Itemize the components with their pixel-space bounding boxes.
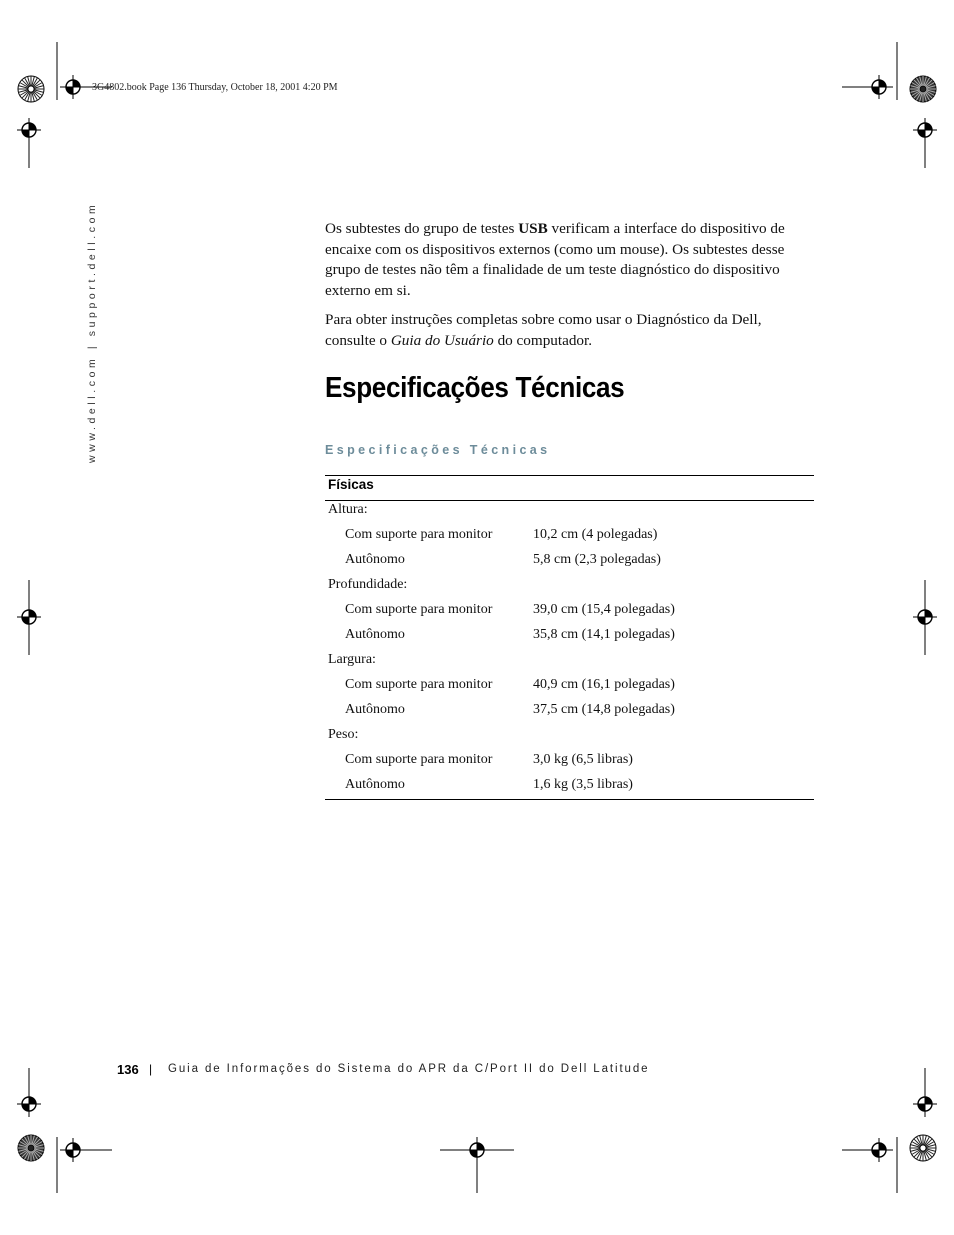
footer-separator: |	[149, 1062, 153, 1076]
instructions-text-1: Para obter instruções completas sobre como usar o Diagnóstico da Dell, consulte o	[325, 311, 762, 349]
row-name: Com suporte para monitor	[345, 752, 493, 767]
row-name: Autônomo	[345, 702, 405, 717]
row-name: Com suporte para monitor	[345, 677, 493, 692]
usb-paragraph-text-1: Os subtestes do grupo de testes	[325, 220, 519, 237]
starburst-center	[920, 86, 926, 92]
user-guide-title: Guia do Usuário	[390, 331, 494, 349]
crosshair-quadrant	[925, 610, 932, 617]
crosshair-quadrant	[66, 1150, 73, 1157]
row-value: 3,0 kg (6,5 libras)	[533, 752, 633, 767]
crosshair-quadrant	[872, 1150, 879, 1157]
instructions-text-2: do computador.	[493, 331, 593, 349]
table-header: Físicas	[328, 477, 374, 492]
group-label-weight: Peso:	[328, 727, 359, 742]
group-label-width: Largura:	[328, 652, 376, 667]
usb-keyword: USB	[518, 220, 548, 237]
row-value: 37,5 cm (14,8 polegadas)	[533, 702, 675, 717]
row-name: Com suporte para monitor	[345, 602, 493, 617]
row-value: 5,8 cm (2,3 polegadas)	[533, 552, 661, 567]
crosshair-quadrant	[925, 123, 932, 130]
page-number: 136	[117, 1062, 139, 1077]
crosshair-quadrant	[925, 1097, 932, 1104]
starburst-center	[28, 86, 34, 92]
usb-paragraph-text-2: verificam a interface do dispositivo de encaixe com os dispositivos externos (como um mouse). Os subtestes desse grupo de testes não têm a finalidade de um teste diagnóstico do dispositivo externo em si.	[325, 220, 785, 299]
row-name: Autônomo	[345, 552, 405, 567]
row-value: 40,9 cm (16,1 polegadas)	[533, 677, 675, 692]
row-value: 39,0 cm (15,4 polegadas)	[533, 602, 675, 617]
crosshair-quadrant	[29, 1097, 36, 1104]
crosshair-quadrant	[22, 130, 29, 137]
crosshair-quadrant	[918, 130, 925, 137]
row-name: Autônomo	[345, 627, 405, 642]
print-header: 3G4802.book Page 136 Thursday, October 18, 2001 4:20 PM	[92, 82, 338, 93]
group-label-depth: Profundidade:	[328, 577, 408, 592]
crosshair-quadrant	[73, 1143, 80, 1150]
crosshair-quadrant	[872, 87, 879, 94]
crosshair-quadrant	[22, 617, 29, 624]
table-bottom-rule	[325, 799, 814, 800]
crosshair-quadrant	[29, 610, 36, 617]
footer-title: Guia de Informações do Sistema do APR da C/Port II do Dell Latitude	[168, 1063, 650, 1075]
instructions-paragraph	[325, 310, 815, 351]
crosshair-quadrant	[22, 1104, 29, 1111]
side-url: www.dell.com | support.dell.com	[86, 201, 98, 463]
row-value: 1,6 kg (3,5 libras)	[533, 777, 633, 792]
crosshair-quadrant	[477, 1143, 484, 1150]
starburst-center	[920, 1145, 926, 1151]
usb-paragraph	[325, 219, 815, 301]
row-name: Autônomo	[345, 777, 405, 792]
row-value: 10,2 cm (4 polegadas)	[533, 527, 658, 542]
starburst-center	[28, 1145, 34, 1151]
crosshair-quadrant	[918, 617, 925, 624]
crosshair-quadrant	[918, 1104, 925, 1111]
table-header-rule	[325, 500, 814, 501]
table-caption: Especificações Técnicas	[325, 443, 551, 457]
row-name: Com suporte para monitor	[345, 527, 493, 542]
crosshair-quadrant	[29, 123, 36, 130]
table-top-rule	[325, 475, 814, 476]
section-heading: Especificações Técnicas	[325, 372, 625, 404]
crosshair-quadrant	[879, 80, 886, 87]
group-label-height: Altura:	[328, 502, 368, 517]
crosshair-quadrant	[66, 87, 73, 94]
crosshair-quadrant	[73, 80, 80, 87]
crosshair-quadrant	[470, 1150, 477, 1157]
row-value: 35,8 cm (14,1 polegadas)	[533, 627, 675, 642]
crosshair-quadrant	[879, 1143, 886, 1150]
